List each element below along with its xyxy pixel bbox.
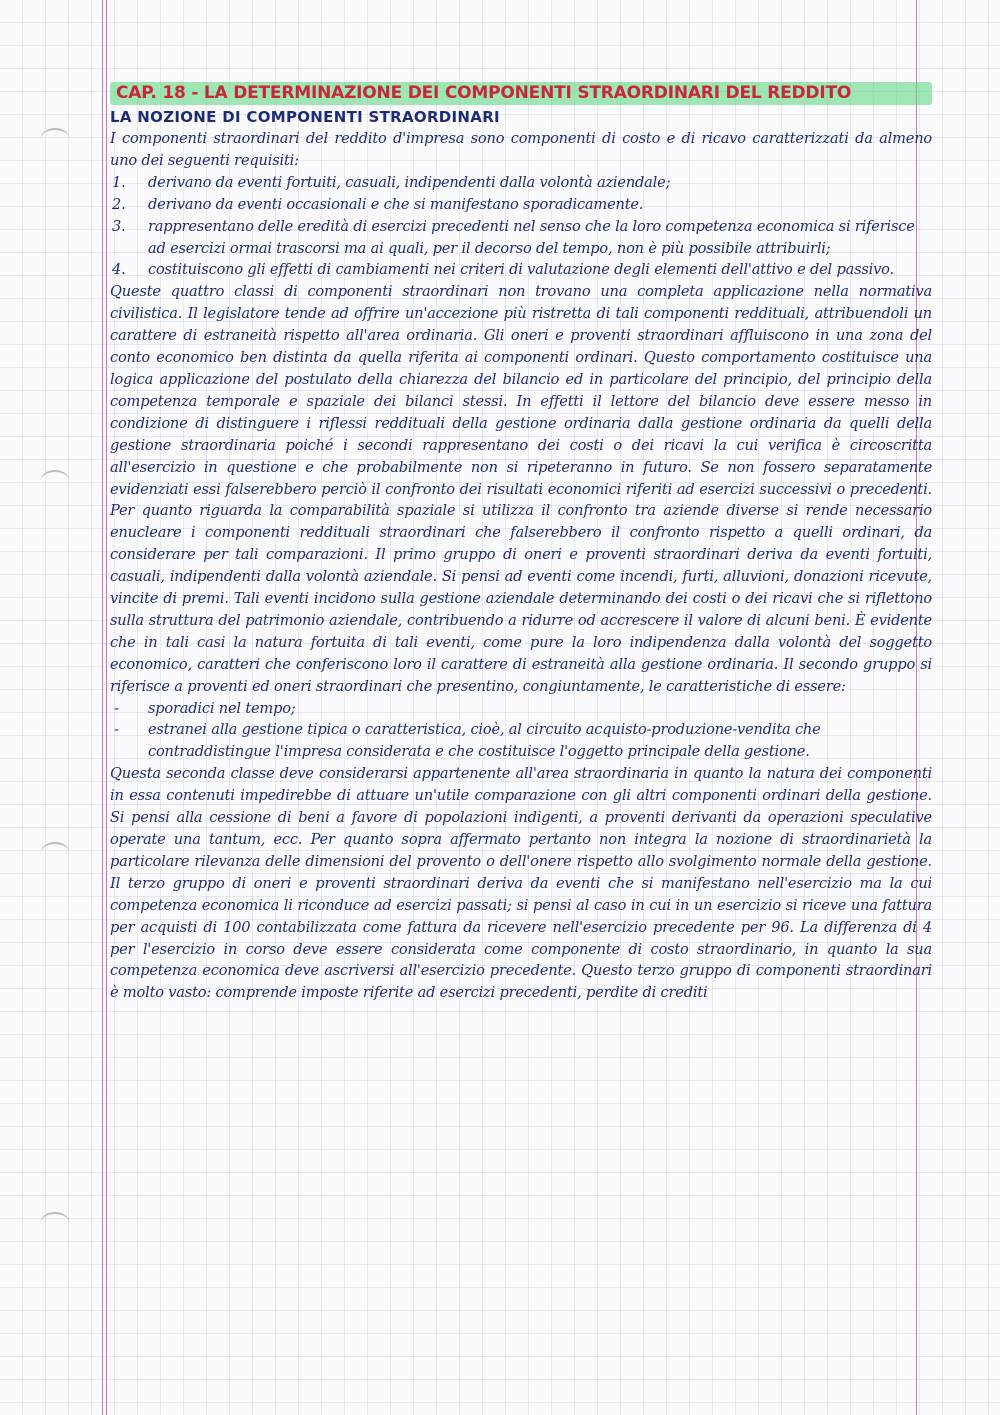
binder-hole-mark: [40, 128, 70, 152]
intro-paragraph: I componenti straordinari del reddito d'impresa sono componenti di costo e di ricavo caratterizzati da almeno uno dei seguenti requisiti:: [110, 130, 932, 169]
list-item-text: costituiscono gli effetti di cambiamenti nei criteri di valutazione degli elementi dell'attivo e del passivo.: [148, 261, 894, 279]
list-item: - sporadici nel tempo;: [148, 698, 932, 720]
body-paragraph: Questa seconda classe deve considerarsi appartenente all'area straordinaria in quanto la natura dei componenti in essa contenuti impedirebbe di attuare un'utile comparazione con gli altri componenti ordinari della gestione. Si pensi alla cessione di beni a favore di popolazioni indigenti, a proventi derivanti da operazioni speculative operate una tantum, ecc. Per quanto sopra affermato pertanto non integra la nozione di straordinarietà la particolare rilevanza delle dimensioni del provento o dell'onere rispetto allo svolgimento normale della gestione. Il terzo gruppo di oneri e proventi straordinari deriva da eventi che si manifestano nell'esercizio ma la cui competenza economica li riconduce ad esercizi passati; si pensi al caso in cui in un esercizio si riceve una fattura per acquisti di 100 contabilizzata come fattura da ricevere nell'esercizio precedente per 96. La differenza di 4 per l'esercizio in corso deve essere considerata come componente di costo straordinario, in quanto la sua competenza economica deve ascriversi all'esercizio precedente. Questo terzo gruppo di componenti straordinari è molto vasto: comprende imposte riferite ad esercizi precedenti, perdite di crediti: [110, 765, 932, 1002]
left-margin-line-inner: [106, 0, 107, 1415]
list-item: [112, 172, 932, 194]
binder-hole-mark: [40, 470, 70, 494]
list-item-number: 2.: [112, 195, 126, 213]
list-item: [112, 194, 932, 216]
list-item: - estranei alla gestione tipica o caratteristica, cioè, al circuito acquisto-produzione-vendita che contraddistingue l'impresa considerata e che costituisce l'oggetto principale della gestione.: [148, 719, 932, 763]
body-paragraph: Queste quattro classi di componenti straordinari non trovano una completa applicazione nella normativa civilistica. Il legislatore tende ad offrire un'accezione più ristretta di tali componenti reddituali, attribuendoli un carattere di estraneità rispetto all'area ordinaria. Gli oneri e proventi straordinari affluiscono in una zona del conto economico ben distinta da quella riferita ai componenti ordinari. Questo comportamento costituisce una logica applicazione del postulato della chiarezza del bilancio ed in particolare del principio, del principio della competenza temporale e spaziale dei bilanci stessi. In effetti il lettore del bilancio deve essere messo in condizione di distinguere i riflessi reddituali della gestione ordinaria dalla gestione ordinaria da quelli della gestione straordinaria poiché i secondi rappresentano dei costi o dei ricavi la cui verifica è circoscritta all'esercizio in questione e che probabilmente non si ripeteranno in futuro. Se non fossero separatamente evidenziati essi falserebbero perciò il confronto dei risultati economici riferiti ad esercizi successivi o precedenti. Per quanto riguarda la comparabilità spaziale si utilizza il confronto tra aziende diverse si rende necessario enucleare i componenti reddituali straordinari che falserebbero il confronto rispetto a quelli ordinari, da considerare per tali comparazioni. Il primo gruppo di oneri e proventi straordinari deriva da eventi fortuiti, casuali, indipendenti dalla volontà aziendale. Si pensi ad eventi come incendi, furti, alluvioni, donazioni ricevute, vincite di premi. Tali eventi incidono sulla gestione aziendale determinando dei costi o dei ricavi che si riflettono sulla struttura del patrimonio aziendale, contribuendo a ridurre od accrescere il valore di alcuni beni. È evidente che in tali casi la natura fortuita di tali eventi, come pure la loro indipendenza dalla volontà del soggetto economico, caratteri che conferiscono loro il carattere di estraneità alla gestione ordinaria. Il secondo gruppo si riferisce a proventi ed oneri straordinari che presentino, congiuntamente, le caratteristiche di essere:: [110, 283, 932, 695]
left-margin-line: [102, 0, 103, 1415]
characteristics-list: [110, 698, 932, 764]
list-item: [112, 259, 932, 281]
requirements-list: [110, 172, 932, 282]
list-item-text: derivano da eventi fortuiti, casuali, indipendenti dalla volontà aziendale;: [148, 173, 671, 191]
binder-hole-mark: [40, 842, 70, 866]
handwritten-notes: [110, 82, 932, 1004]
section-title: LA NOZIONE DI COMPONENTI STRAORDINARI: [110, 108, 500, 126]
list-item-number: 4.: [112, 261, 126, 279]
list-item-number: 3.: [112, 217, 126, 235]
chapter-title: CAP. 18 - LA DETERMINAZIONE DEI COMPONENTI STRAORDINARI DEL REDDITO: [110, 82, 932, 105]
list-item-text: rappresentano delle eredità di esercizi precedenti nel senso che la loro competenza economica si riferisce ad esercizi ormai trascorsi ma ai quali, per il decorso del tempo, non è più possibile attribuirli;: [148, 217, 915, 257]
binder-hole-mark: [40, 1212, 70, 1236]
list-item: [112, 216, 932, 260]
list-item-text: derivano da eventi occasionali e che si manifestano sporadicamente.: [148, 195, 644, 213]
list-item-number: 1.: [112, 173, 126, 191]
